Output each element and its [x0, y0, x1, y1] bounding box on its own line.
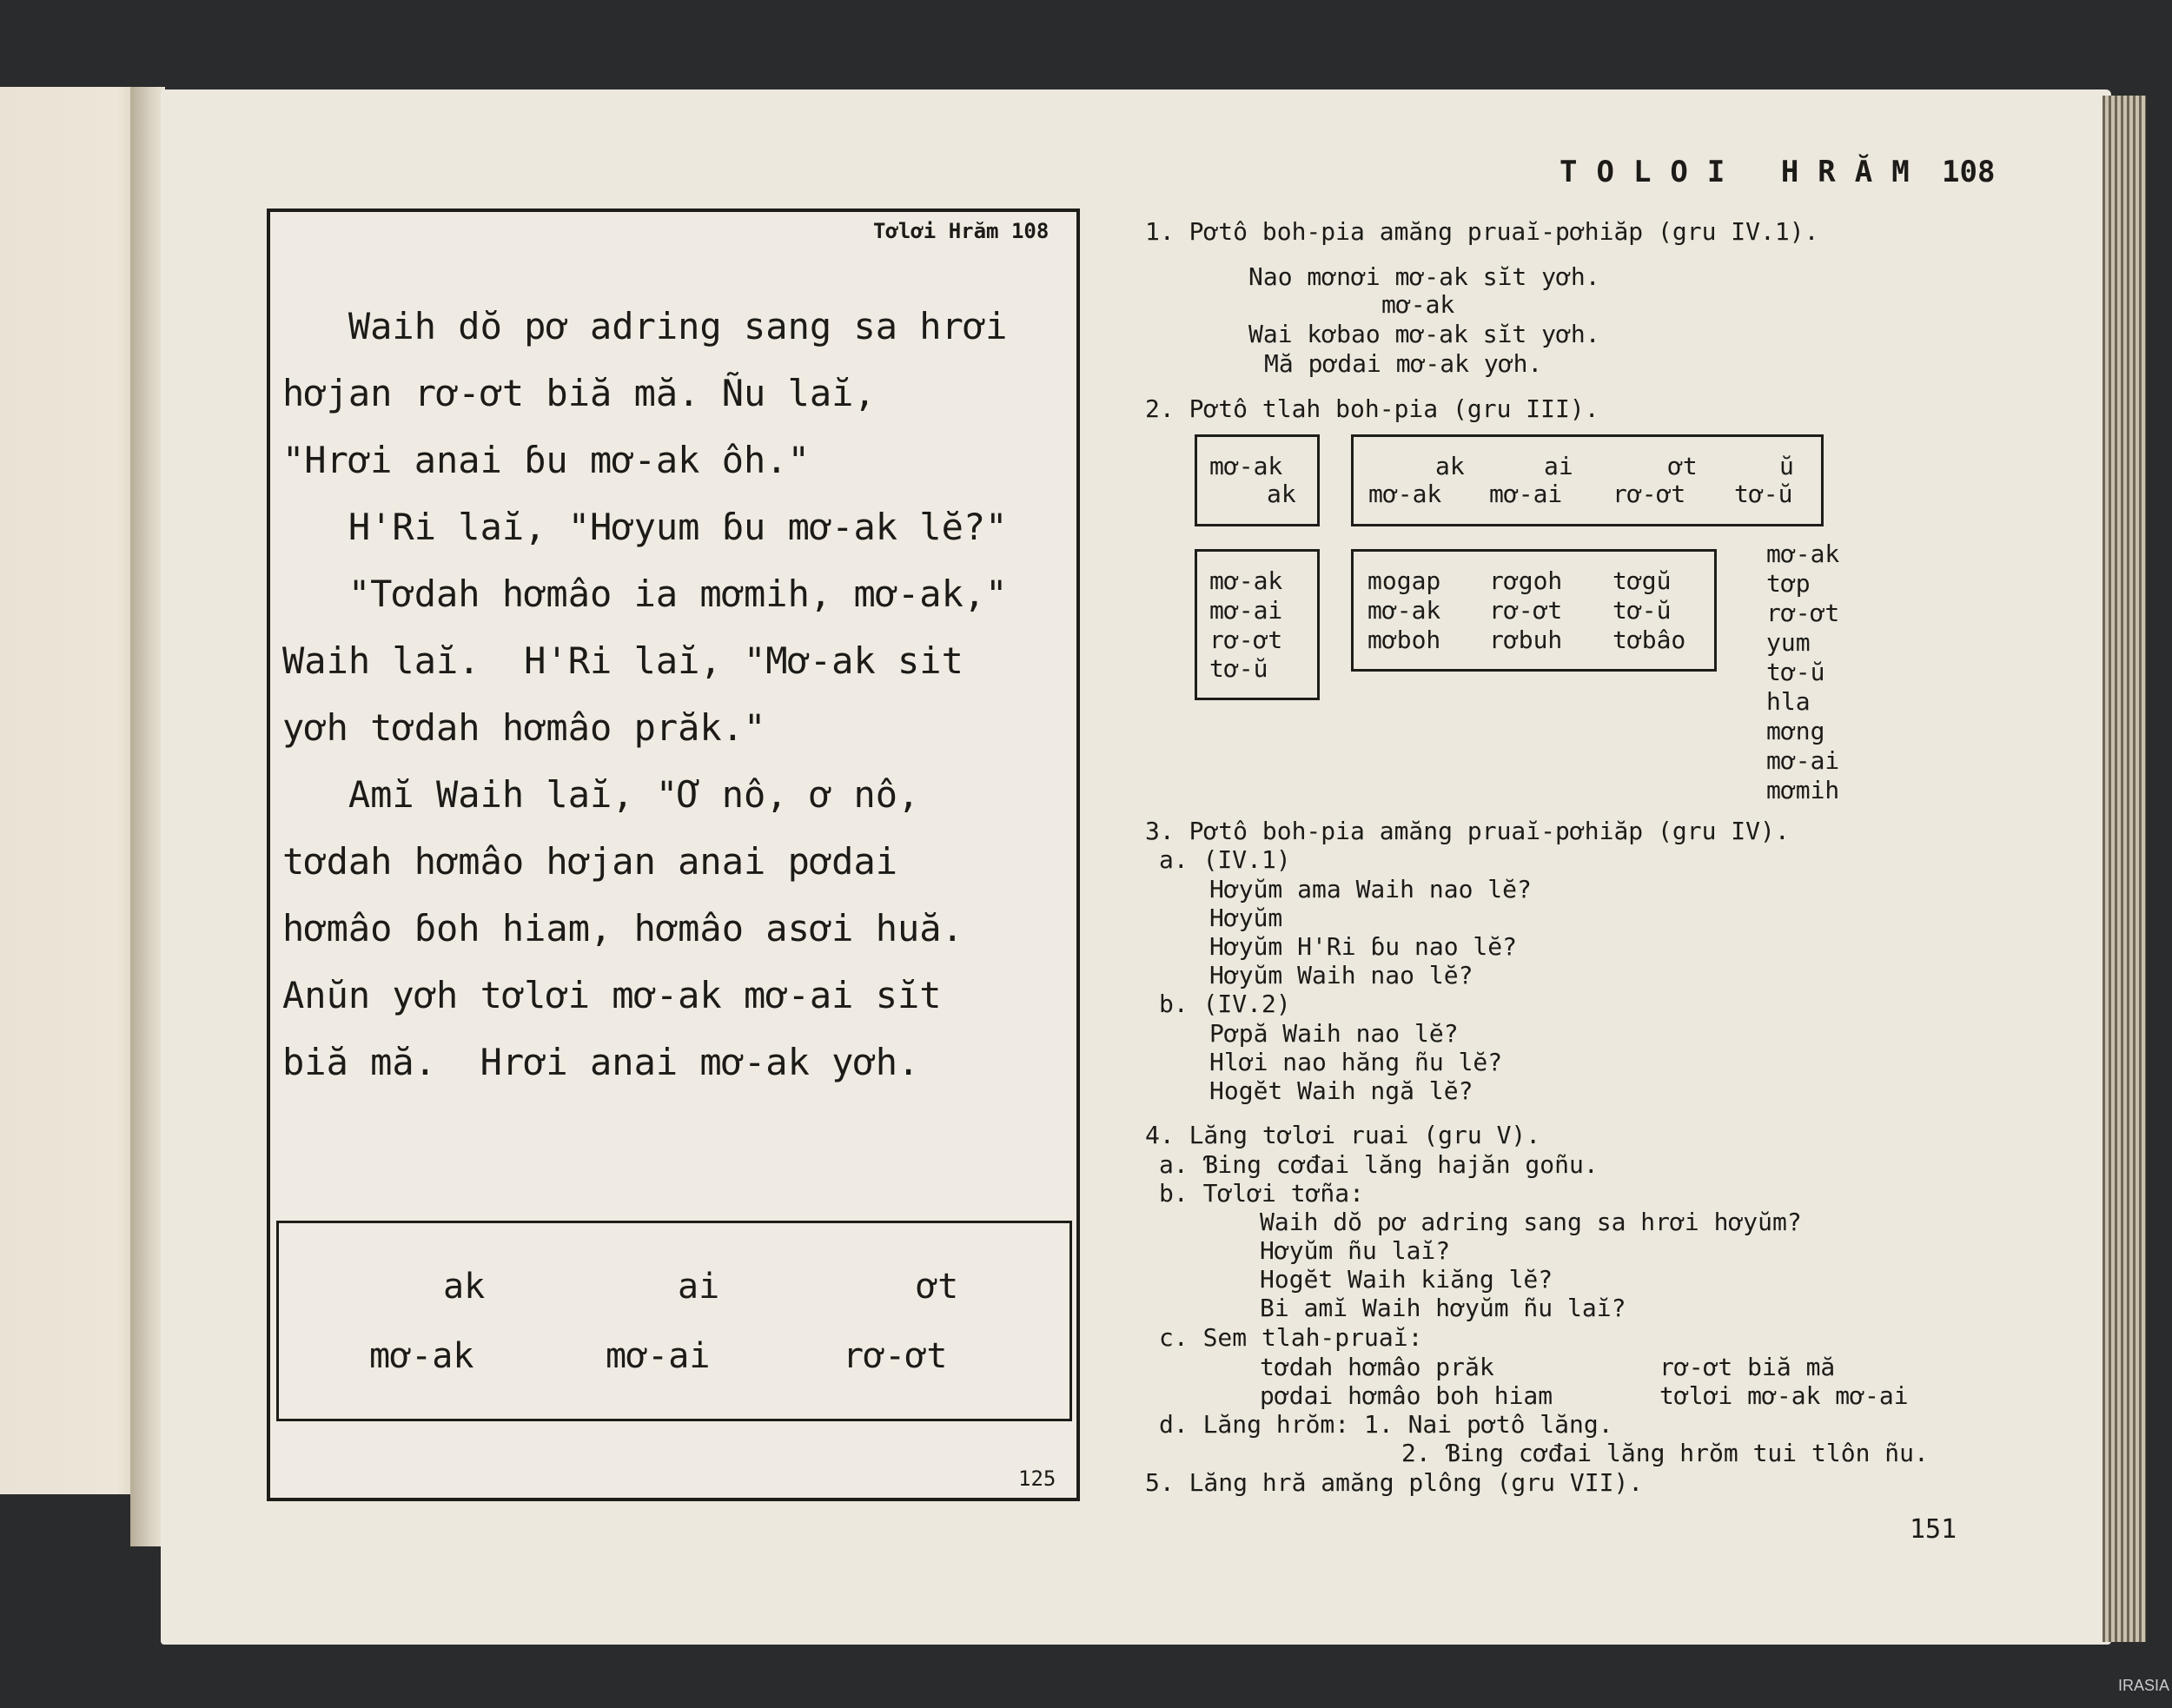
story-line: hơmâo ɓoh hiam, hơmâo asơi huă. [282, 907, 963, 950]
page-stack-edge [2102, 96, 2146, 1642]
section-3b-line: Hlơi nao hăng ñu lĕ? [1209, 1048, 1503, 1076]
section-4d-line: 2. Ɓing cơđai lăng hrŏm tui tlôn ñu. [1401, 1439, 1929, 1467]
section-4c: c. Sem tlah-pruaĭ: [1159, 1323, 1423, 1352]
section-1-line: mơ-ak [1381, 290, 1455, 319]
word-group-item: mogap [1367, 566, 1441, 595]
section-4b: b. Tơlơi tơña: [1159, 1179, 1365, 1208]
story-line: "Hrơi anai ɓu mơ-ak ôh." [282, 439, 810, 481]
word-box-item: ak [443, 1267, 486, 1307]
section-1-line: Mă pơdai mơ-ak yơh. [1264, 349, 1543, 378]
word-list-item: mơ-ak [1766, 540, 1840, 568]
word-list-item: tơ-ŭ [1766, 658, 1825, 686]
section-1-heading: 1. Pơtô boh-pia amăng pruaĭ-pơhiăp (gru IV.1). [1145, 217, 1819, 246]
story-line: hơjan rơ-ơt biă mă. Ñu laĭ, [282, 372, 876, 414]
word-group-item: mơ-ak [1209, 452, 1283, 480]
word-group-item: rơ-ơt [1209, 626, 1283, 654]
section-4c-phrase: tơlơi mơ-ak mơ-ai [1659, 1381, 1909, 1410]
section-5-heading: 5. Lăng hră amăng plông (gru VII). [1145, 1468, 1644, 1497]
word-group-item: rơ-ơt [1489, 596, 1563, 625]
word-group-item: mơ-ak [1209, 566, 1283, 595]
section-3a-line: Hơyŭm ama Waih nao lĕ? [1209, 875, 1532, 904]
section-4b-line: Bi amĭ Waih hơyŭm ñu laĭ? [1260, 1294, 1626, 1322]
section-3b-label: b. (IV.2) [1159, 990, 1291, 1018]
word-group-item: rơ-ơt [1612, 480, 1686, 508]
word-list-item: rơ-ơt [1766, 599, 1840, 627]
word-group-item: mơ-ai [1209, 596, 1283, 625]
running-page-number: 108 [1942, 155, 1996, 189]
word-group-item: ai [1544, 452, 1573, 480]
word-box-item: mơ-ai [606, 1336, 711, 1376]
word-group-item: ak [1267, 480, 1296, 508]
section-4b-line: Hơyŭm ñu laĭ? [1260, 1236, 1451, 1265]
story-line: Waih dŏ pơ adring sang sa hrơi [282, 305, 1008, 348]
image-credit: IRASIA [2118, 1677, 2170, 1694]
word-group-item: mơ-ak [1368, 480, 1442, 508]
section-1-line: Wai kơbao mơ-ak sĭt yơh. [1248, 320, 1600, 348]
inset-header: Tơlơi Hrăm 108 [873, 219, 1050, 243]
word-group-item: mơ-ai [1489, 480, 1563, 508]
section-3a-label: a. (IV.1) [1159, 845, 1291, 874]
word-group-item: tơgŭ [1612, 566, 1672, 595]
story-line: tơdah hơmâo hơjan anai pơdai [282, 840, 898, 883]
word-list-item: mơ-ai [1766, 746, 1840, 775]
word-list-item: yum [1766, 628, 1811, 657]
story-line: Amĭ Waih laĭ, "Ơ nô, ơ nô, [282, 773, 920, 816]
word-group-item: tơ-ŭ [1209, 654, 1268, 683]
section-4c-phrase: tơdah hơmâo prăk [1260, 1353, 1494, 1381]
section-4c-phrase: rơ-ơt biă mă [1659, 1353, 1836, 1381]
section-4-heading: 4. Lăng tơlơi ruai (gru V). [1145, 1121, 1541, 1149]
word-list-item: tơp [1766, 569, 1811, 598]
section-3a-line: Hơyŭm Waih nao lĕ? [1209, 961, 1473, 990]
section-4b-line: Waih dŏ pơ adring sang sa hrơi hơyŭm? [1260, 1208, 1802, 1236]
word-group-item: tơbâo [1612, 626, 1686, 654]
story-line: Waih laĭ. H'Ri laĭ, "Mơ-ak sit [282, 639, 963, 682]
word-list-item: mơng [1766, 717, 1825, 745]
word-box-item: ai [678, 1267, 720, 1307]
running-title: TOLOI HRĂM [1559, 155, 1929, 189]
page-number: 151 [1910, 1514, 1957, 1545]
story-line: Anŭn yơh tơlơi mơ-ak mơ-ai sĭt [282, 974, 942, 1016]
word-group-item: tơ-ŭ [1612, 596, 1672, 625]
word-group-item: mơ-ak [1367, 596, 1441, 625]
word-list-item: mơmih [1766, 776, 1840, 804]
section-1-line: Nao mơnơi mơ-ak sĭt yơh. [1248, 262, 1600, 291]
word-group-item: ak [1435, 452, 1465, 480]
section-4b-line: Hogĕt Waih kiăng lĕ? [1260, 1265, 1553, 1294]
word-box-item: mơ-ak [369, 1336, 474, 1376]
section-3-heading: 3. Pơtô boh-pia amăng pruaĭ-pơhiăp (gru IV). [1145, 817, 1790, 845]
section-4a: a. Ɓing cơđai lăng hajăn goñu. [1159, 1150, 1599, 1179]
section-3b-line: Hogĕt Waih ngă lĕ? [1209, 1076, 1473, 1105]
word-group-item: tơ-ŭ [1734, 480, 1793, 508]
section-2-heading: 2. Pơtô tlah boh-pia (gru III). [1145, 394, 1599, 423]
section-3b-line: Pơpă Waih nao lĕ? [1209, 1019, 1459, 1048]
word-group-item: ơt [1668, 452, 1698, 480]
inset-page-number: 125 [1018, 1466, 1056, 1491]
story-line: H'Ri laĭ, "Hơyum ɓu mơ-ak lĕ?" [282, 506, 1008, 548]
story-line: biă mă. Hrơi anai mơ-ak yơh. [282, 1041, 920, 1083]
word-group-item: rơbuh [1489, 626, 1563, 654]
word-group-item: ŭ [1779, 452, 1794, 480]
word-group-item: mơboh [1367, 626, 1441, 654]
section-4c-phrase: pơdai hơmâo boh hiam [1260, 1381, 1553, 1410]
inset-word-box [276, 1221, 1072, 1421]
word-group-box [1195, 434, 1320, 526]
section-3a-line: Hơyŭm [1209, 904, 1283, 932]
story-line: yơh tơdah hơmâo prăk." [282, 706, 766, 749]
word-list-item: hla [1766, 687, 1811, 716]
story-line: "Tơdah hơmâo ia mơmih, mơ-ak," [282, 573, 1008, 615]
section-4d: d. Lăng hrŏm: 1. Nai pơtô lăng. [1159, 1410, 1613, 1439]
word-box-item: rơ-ơt [843, 1336, 948, 1376]
section-3a-line: Hơyŭm H'Ri ɓu nao lĕ? [1209, 932, 1518, 961]
book-gutter [130, 87, 165, 1546]
word-group-item: rơgoh [1489, 566, 1563, 595]
word-box-item: ơt [917, 1267, 959, 1307]
